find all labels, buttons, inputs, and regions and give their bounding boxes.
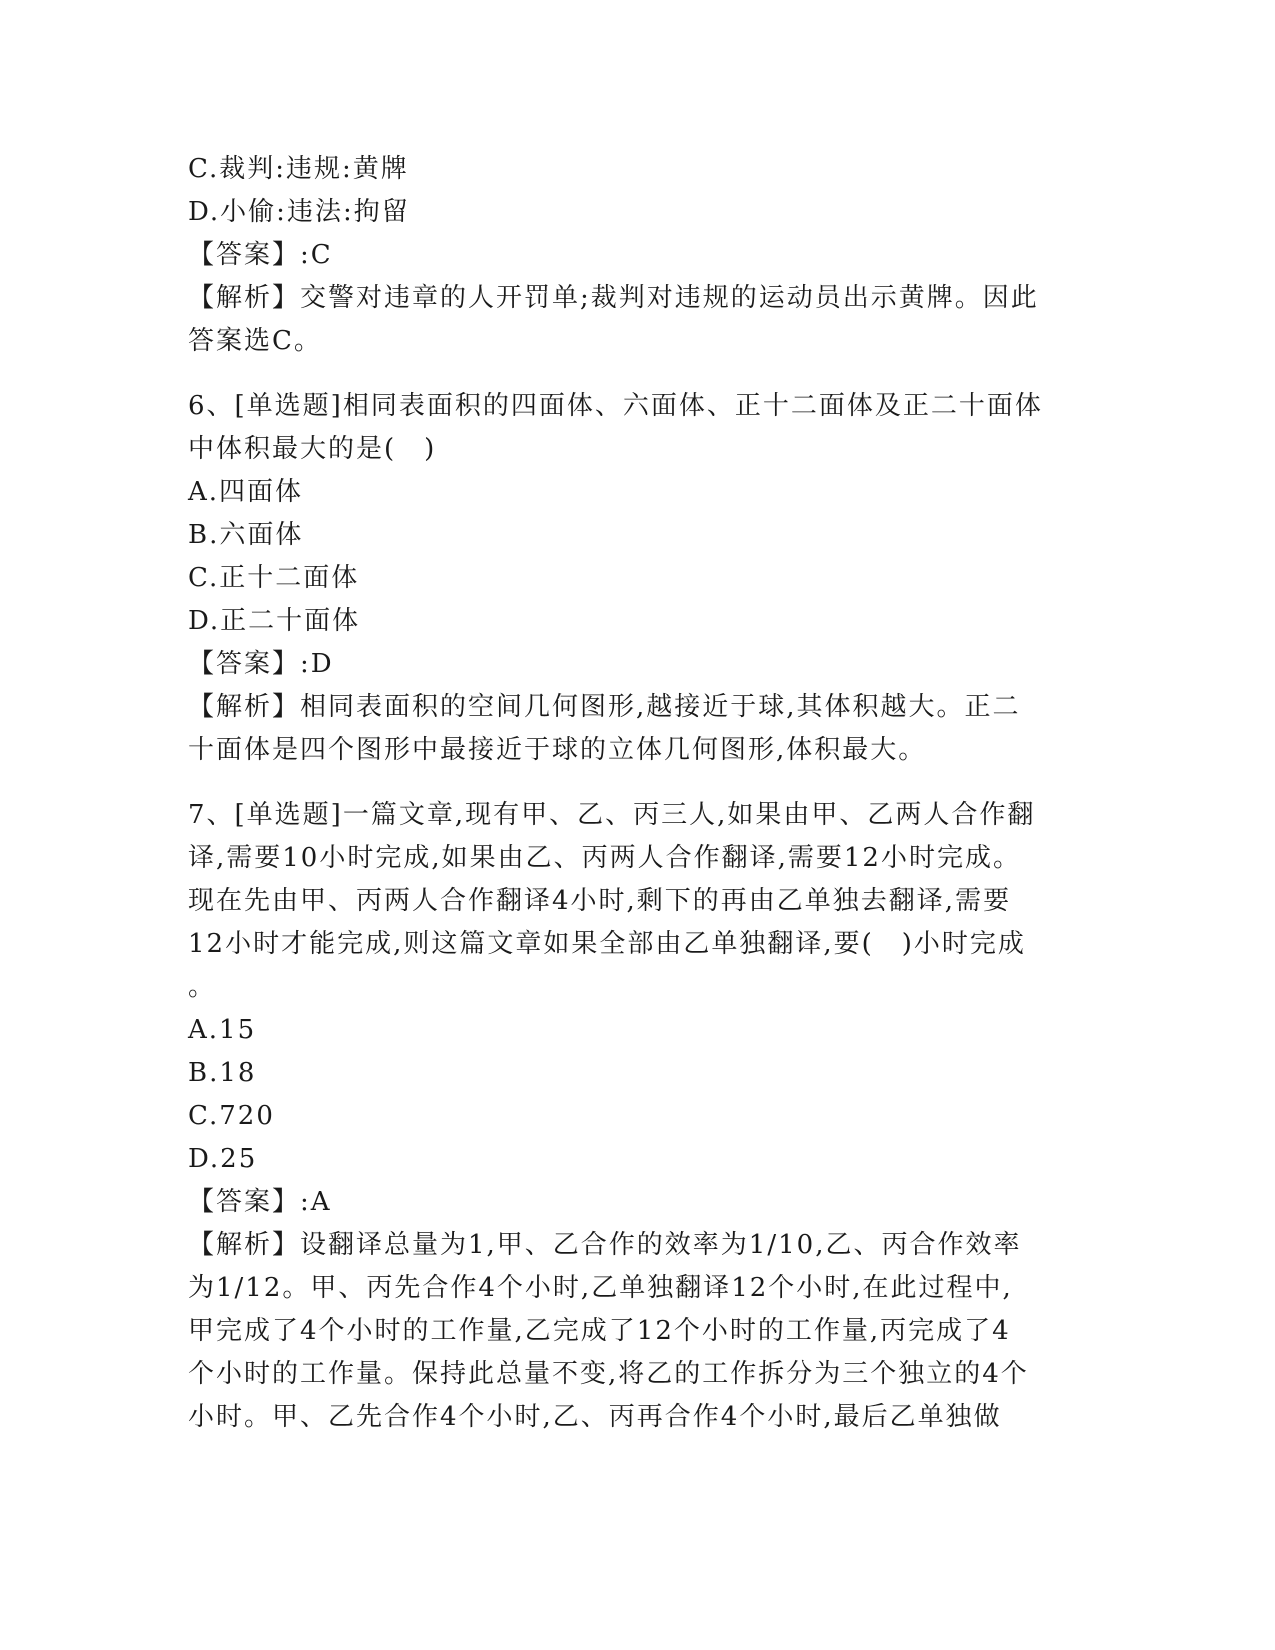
q6-option-b: B.六面体 xyxy=(188,520,304,550)
q5-explanation-line: 【解析】交警对违章的人开罚单;裁判对违规的运动员出示黄牌。因此 xyxy=(188,283,1039,313)
q7-answer: 【答案】:A xyxy=(188,1187,332,1217)
q5-option-c: C.裁判:违规:黄牌 xyxy=(188,154,409,184)
q7-stem-line: 现在先由甲、丙两人合作翻译4小时,剩下的再由乙单独去翻译,需要 xyxy=(188,886,1012,916)
q6-option-a: A.四面体 xyxy=(188,477,304,507)
q7-stem-line: 译,需要10小时完成,如果由乙、丙两人合作翻译,需要12小时完成。 xyxy=(188,843,1021,873)
q5-option-d: D.小偷:违法:拘留 xyxy=(188,197,410,227)
q7-explanation-line: 甲完成了4个小时的工作量,乙完成了12个小时的工作量,丙完成了4 xyxy=(188,1316,1011,1346)
q7-stem-line: 。 xyxy=(188,972,217,1002)
q5-explanation-line: 答案选C。 xyxy=(188,326,322,356)
q7-explanation-line: 【解析】设翻译总量为1,甲、乙合作的效率为1/10,乙、丙合作效率 xyxy=(188,1230,1022,1260)
q7-explanation-line: 小时。甲、乙先合作4个小时,乙、丙再合作4个小时,最后乙单独做 xyxy=(188,1402,1002,1432)
q6-stem-line: 中体积最大的是( ) xyxy=(188,434,437,464)
q6-explanation-line: 【解析】相同表面积的空间几何图形,越接近于球,其体积越大。正二 xyxy=(188,692,1021,722)
q6-option-d: D.正二十面体 xyxy=(188,606,361,636)
q6-explanation-line: 十面体是四个图形中最接近于球的立体几何图形,体积最大。 xyxy=(188,735,927,765)
page-content xyxy=(188,148,1078,1439)
q7-stem-line: 7、[单选题]一篇文章,现有甲、乙、丙三人,如果由甲、乙两人合作翻 xyxy=(188,800,1036,830)
q5-answer: 【答案】:C xyxy=(188,240,333,270)
q7-option-b: B.18 xyxy=(188,1058,257,1088)
q7-explanation-line: 个小时的工作量。保持此总量不变,将乙的工作拆分为三个独立的4个 xyxy=(188,1359,1029,1389)
q6-option-c: C.正十二面体 xyxy=(188,563,360,593)
q6-answer: 【答案】:D xyxy=(188,649,334,679)
q7-option-d: D.25 xyxy=(188,1144,258,1174)
question-gap xyxy=(188,772,1078,794)
q7-option-c: C.720 xyxy=(188,1101,275,1131)
q6-stem-line: 6、[单选题]相同表面积的四面体、六面体、正十二面体及正二十面体 xyxy=(188,391,1043,421)
q7-explanation-line: 为1/12。甲、丙先合作4个小时,乙单独翻译12个小时,在此过程中, xyxy=(188,1273,1013,1303)
q7-stem-line: 12小时才能完成,则这篇文章如果全部由乙单独翻译,要( )小时完成 xyxy=(188,929,1026,959)
q7-option-a: A.15 xyxy=(188,1015,257,1045)
question-gap xyxy=(188,363,1078,385)
